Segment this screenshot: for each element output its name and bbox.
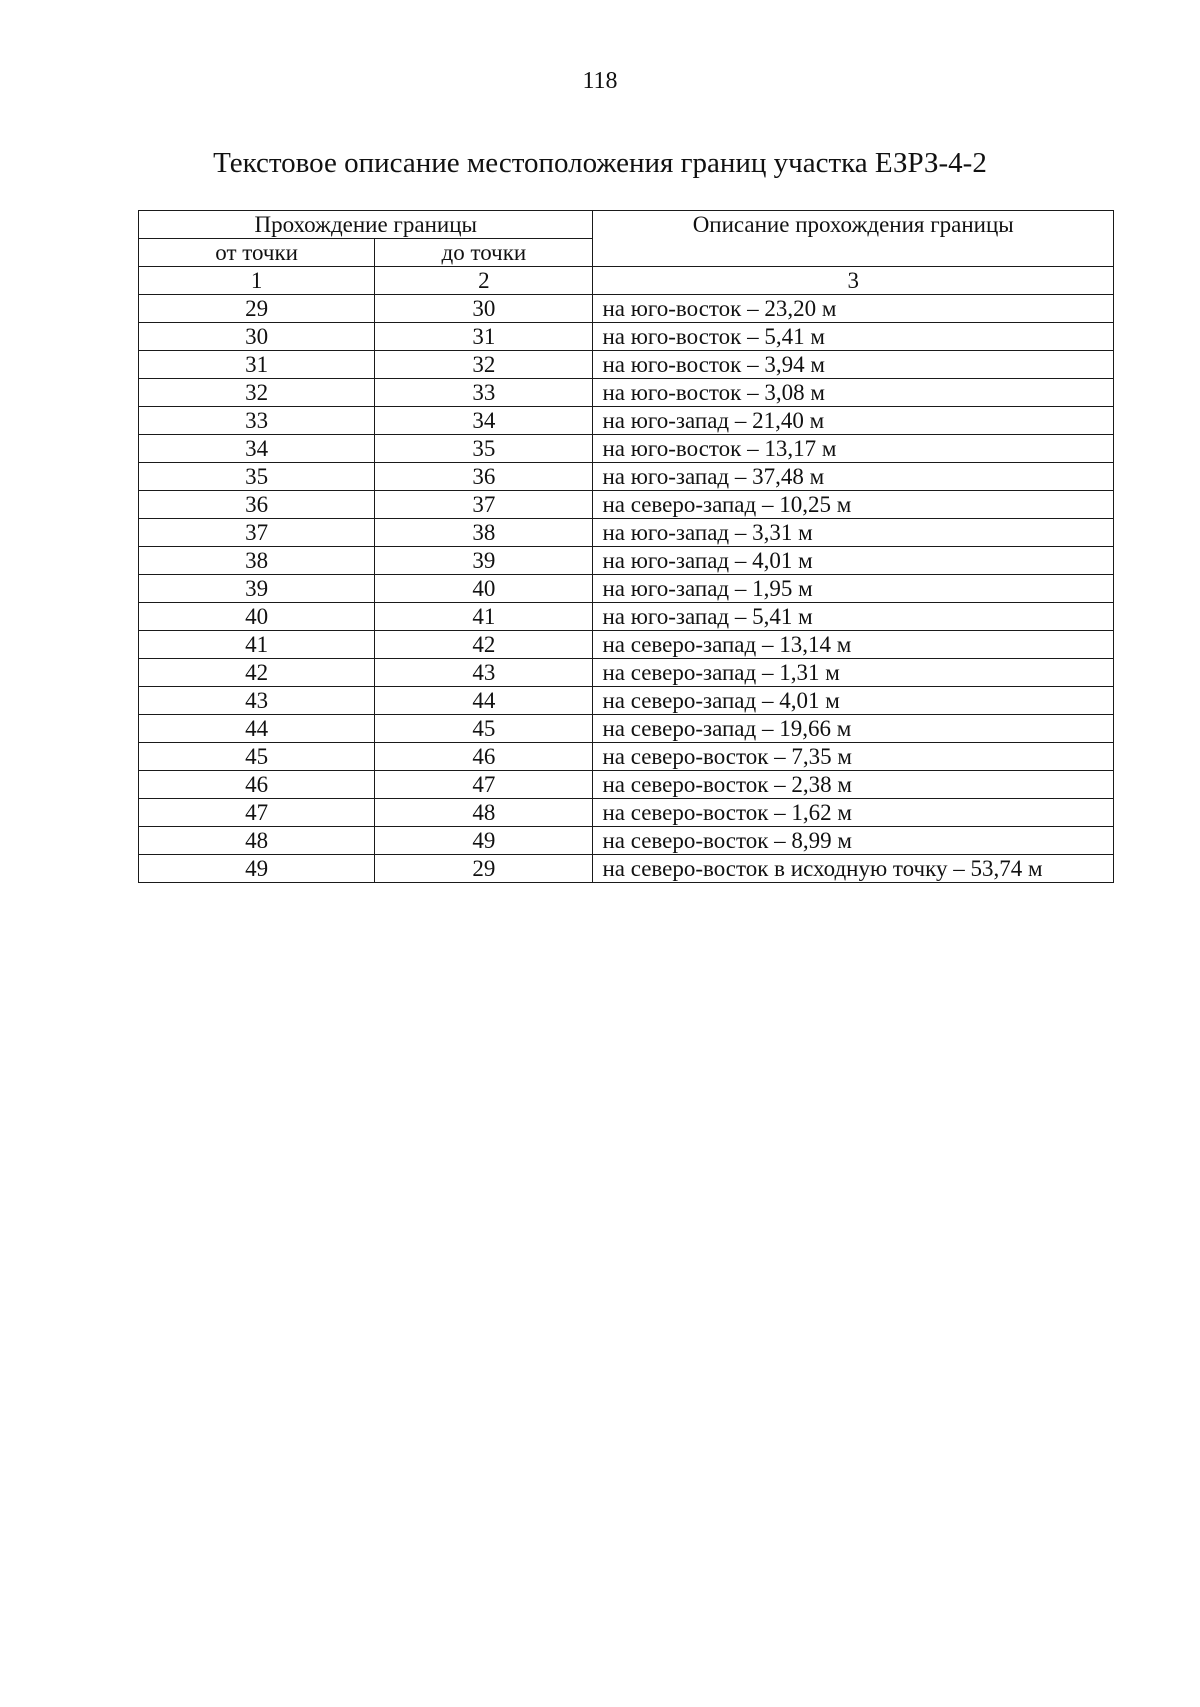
description-cell: на северо-запад – 13,14 м <box>593 631 1114 659</box>
table-row <box>139 827 1114 855</box>
column-number-3: 3 <box>593 267 1114 295</box>
header-boundary-passage: Прохождение границы <box>139 211 593 239</box>
to-point-cell: 35 <box>375 435 593 463</box>
from-point-cell: 42 <box>139 659 375 687</box>
from-point-cell: 45 <box>139 743 375 771</box>
description-cell: на северо-восток – 1,62 м <box>593 799 1114 827</box>
to-point-cell: 47 <box>375 771 593 799</box>
to-point-cell: 31 <box>375 323 593 351</box>
table-row <box>139 659 1114 687</box>
table-row <box>139 295 1114 323</box>
to-point-cell: 45 <box>375 715 593 743</box>
to-point-cell: 46 <box>375 743 593 771</box>
from-point-cell: 33 <box>139 407 375 435</box>
table-row <box>139 631 1114 659</box>
description-cell: на юго-запад – 1,95 м <box>593 575 1114 603</box>
table-row <box>139 519 1114 547</box>
from-point-cell: 31 <box>139 351 375 379</box>
description-cell: на юго-запад – 21,40 м <box>593 407 1114 435</box>
to-point-cell: 29 <box>375 855 593 883</box>
from-point-cell: 46 <box>139 771 375 799</box>
description-cell: на северо-запад – 4,01 м <box>593 687 1114 715</box>
table-row <box>139 743 1114 771</box>
description-cell: на юго-восток – 5,41 м <box>593 323 1114 351</box>
to-point-cell: 36 <box>375 463 593 491</box>
from-point-cell: 41 <box>139 631 375 659</box>
description-cell: на северо-восток – 7,35 м <box>593 743 1114 771</box>
to-point-cell: 41 <box>375 603 593 631</box>
table-row <box>139 575 1114 603</box>
from-point-cell: 44 <box>139 715 375 743</box>
from-point-cell: 36 <box>139 491 375 519</box>
to-point-cell: 38 <box>375 519 593 547</box>
from-point-cell: 37 <box>139 519 375 547</box>
from-point-cell: 32 <box>139 379 375 407</box>
from-point-cell: 35 <box>139 463 375 491</box>
from-point-cell: 38 <box>139 547 375 575</box>
column-number-2: 2 <box>375 267 593 295</box>
description-cell: на северо-восток в исходную точку – 53,74 м <box>593 855 1114 883</box>
from-point-cell: 40 <box>139 603 375 631</box>
table-row <box>139 547 1114 575</box>
table-body <box>139 295 1114 883</box>
description-cell: на северо-запад – 10,25 м <box>593 491 1114 519</box>
from-point-cell: 39 <box>139 575 375 603</box>
description-cell: на юго-восток – 3,08 м <box>593 379 1114 407</box>
table-row <box>139 799 1114 827</box>
to-point-cell: 43 <box>375 659 593 687</box>
to-point-cell: 33 <box>375 379 593 407</box>
description-cell: на юго-восток – 3,94 м <box>593 351 1114 379</box>
table-row <box>139 435 1114 463</box>
to-point-cell: 30 <box>375 295 593 323</box>
table-row <box>139 463 1114 491</box>
description-cell: на юго-запад – 4,01 м <box>593 547 1114 575</box>
boundary-table <box>138 210 1114 883</box>
from-point-cell: 29 <box>139 295 375 323</box>
header-to-point: до точки <box>375 239 593 267</box>
to-point-cell: 34 <box>375 407 593 435</box>
description-cell: на юго-восток – 13,17 м <box>593 435 1114 463</box>
to-point-cell: 42 <box>375 631 593 659</box>
description-cell: на северо-запад – 19,66 м <box>593 715 1114 743</box>
table-row <box>139 379 1114 407</box>
table-row <box>139 855 1114 883</box>
table-row <box>139 687 1114 715</box>
from-point-cell: 34 <box>139 435 375 463</box>
table-row <box>139 323 1114 351</box>
header-description: Описание прохождения границы <box>593 211 1114 267</box>
table-row <box>139 491 1114 519</box>
page-number: 118 <box>582 68 618 94</box>
description-cell: на северо-восток – 2,38 м <box>593 771 1114 799</box>
description-cell: на юго-восток – 23,20 м <box>593 295 1114 323</box>
table-row <box>139 771 1114 799</box>
from-point-cell: 30 <box>139 323 375 351</box>
from-point-cell: 48 <box>139 827 375 855</box>
to-point-cell: 37 <box>375 491 593 519</box>
from-point-cell: 43 <box>139 687 375 715</box>
to-point-cell: 44 <box>375 687 593 715</box>
table-row <box>139 407 1114 435</box>
to-point-cell: 49 <box>375 827 593 855</box>
to-point-cell: 32 <box>375 351 593 379</box>
document-title: Текстовое описание местоположения границ участка ЕЗРЗ-4-2 <box>213 147 987 179</box>
table-row <box>139 603 1114 631</box>
description-cell: на юго-запад – 3,31 м <box>593 519 1114 547</box>
to-point-cell: 39 <box>375 547 593 575</box>
description-cell: на северо-запад – 1,31 м <box>593 659 1114 687</box>
header-from-point: от точки <box>139 239 375 267</box>
column-number-1: 1 <box>139 267 375 295</box>
from-point-cell: 49 <box>139 855 375 883</box>
description-cell: на северо-восток – 8,99 м <box>593 827 1114 855</box>
description-cell: на юго-запад – 37,48 м <box>593 463 1114 491</box>
description-cell: на юго-запад – 5,41 м <box>593 603 1114 631</box>
to-point-cell: 40 <box>375 575 593 603</box>
to-point-cell: 48 <box>375 799 593 827</box>
table-row <box>139 715 1114 743</box>
table-row <box>139 351 1114 379</box>
from-point-cell: 47 <box>139 799 375 827</box>
